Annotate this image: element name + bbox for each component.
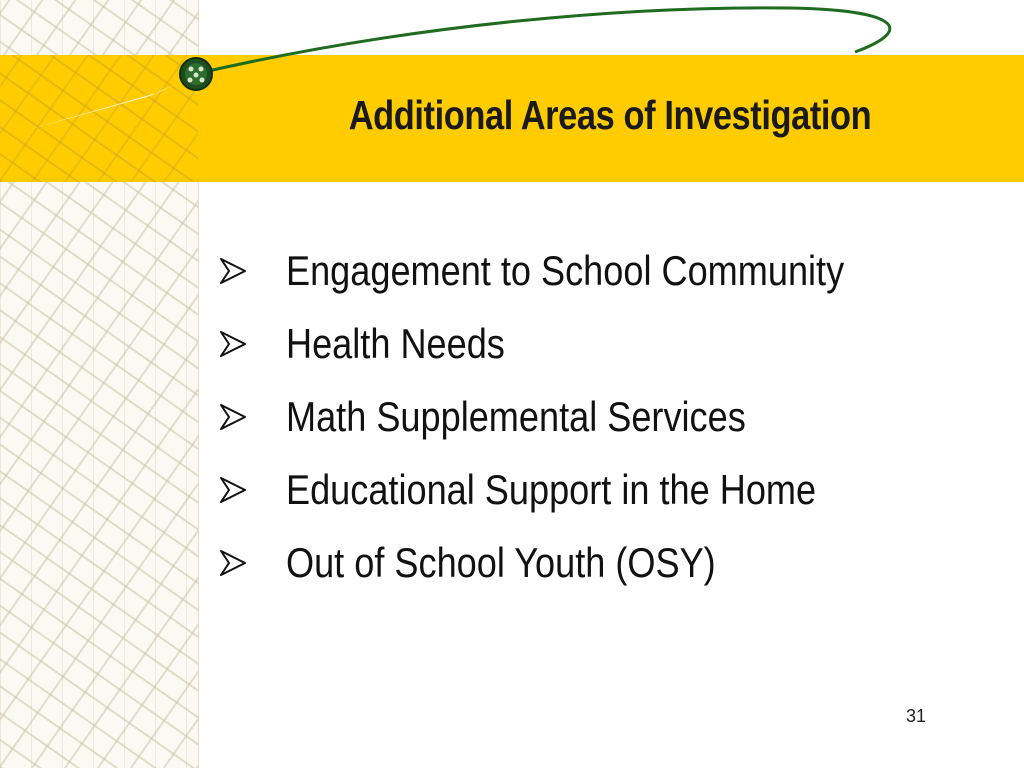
bullet-text: Math Supplemental Services bbox=[286, 392, 746, 440]
arrowhead-bullet-icon bbox=[218, 329, 286, 359]
slide-title: Additional Areas of Investigation bbox=[348, 92, 872, 138]
bullet-item bbox=[218, 234, 935, 307]
bullet-item bbox=[218, 526, 935, 599]
globe-icon bbox=[180, 58, 212, 90]
arrowhead-bullet-icon bbox=[218, 475, 286, 505]
bullet-item bbox=[218, 380, 935, 453]
bullet-text: Engagement to School Community bbox=[286, 246, 845, 294]
bullet-list bbox=[218, 234, 935, 599]
bullet-item bbox=[218, 307, 935, 380]
bullet-text: Educational Support in the Home bbox=[286, 465, 817, 513]
page-number: 31 bbox=[906, 706, 927, 726]
bullet-item bbox=[218, 453, 935, 526]
bullet-text: Health Needs bbox=[286, 319, 505, 367]
arrowhead-bullet-icon bbox=[218, 548, 286, 578]
arrowhead-bullet-icon bbox=[218, 256, 286, 286]
swoosh-tail bbox=[20, 84, 175, 132]
arrowhead-bullet-icon bbox=[218, 402, 286, 432]
swoosh-line bbox=[195, 8, 890, 74]
bullet-text: Out of School Youth (OSY) bbox=[286, 538, 716, 586]
